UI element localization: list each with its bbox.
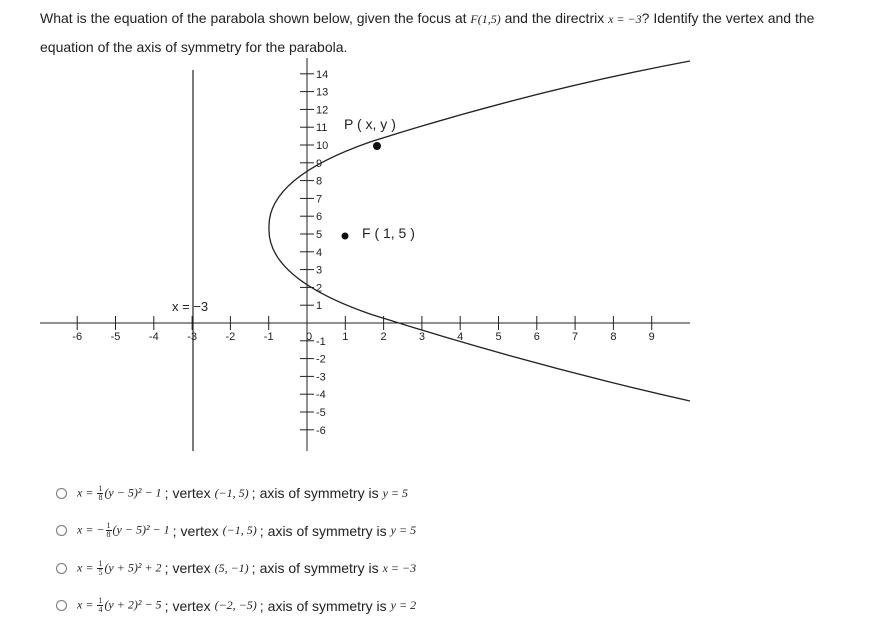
option-d-equation: x = $\frac{1}{4}$ (y + 2)² − 5 [77,596,162,614]
option-d-axis: y = 2 [390,598,417,612]
option-a-vertex: (−1, 5) [214,485,249,500]
option-d-vertex: (−2, −5) [214,598,257,612]
y-tick-label: 10 [316,140,329,152]
point-p [373,142,381,150]
question-part-1: What is the equation of the parabola shown below, given the focus at [40,10,471,26]
point-p-label: P ( x, y ) [344,116,396,132]
option-c-radio[interactable] [56,563,67,574]
x-tick-label: 8 [610,331,617,343]
option-a-radio[interactable] [56,488,67,499]
y-tick-label: -4 [316,389,326,402]
option-b-vertex: (−1, 5) [222,523,257,537]
option-a-axis-label: axis of symmetry is [259,485,379,501]
x-tick-label: 5 [495,331,502,343]
focus-point [342,233,349,240]
y-tick-label: 13 [316,86,329,99]
y-tick-label: 1 [316,300,323,313]
y-tick-label: 14 [316,68,329,81]
y-tick-label: 4 [316,246,323,259]
focus-math: F(1,5) [470,12,501,26]
parabola-graph [0,56,871,456]
option-a-equation: x = $\frac{1}{8}$ (y − 5)² − 1 [77,483,162,502]
parabola-curve [269,61,690,401]
option-b-radio[interactable] [56,525,67,536]
y-axis-ticks [300,69,328,437]
y-tick-label: -3 [316,371,326,384]
x-axis-ticks [72,316,654,343]
option-c-equation: x = $\frac{1}{5}$ (y + 5)² + 2 [77,558,162,577]
option-d-radio[interactable] [56,600,67,611]
y-tick-label: 9 [316,157,323,170]
y-tick-label: 7 [316,193,323,206]
y-tick-label: -5 [316,407,326,419]
x-tick-label: -4 [148,331,159,343]
option-a-vertex-label: vertex [172,485,211,501]
directrix-label: x = −3 [172,299,209,314]
x-tick-label: 2 [380,331,387,343]
option-b-equation: x = − $\frac{1}{8}$ (y − 5)² − 1 [77,521,170,539]
y-tick-label: 2 [316,282,323,295]
option-d[interactable]: x = $\frac{1}{4}$ (y + 2)² − 5 ; vertex (−2, −5) ; axis of symmetry is y = 2 [56,597,419,615]
y-tick-label: -1 [316,335,326,348]
x-tick-label: 7 [572,331,579,343]
y-tick-label: -2 [316,353,326,366]
x-tick-label: -3 [187,331,197,343]
y-tick-label: 3 [316,264,323,277]
x-tick-label: 9 [648,331,655,343]
option-d-vertex-label: vertex [172,597,211,614]
option-b-axis-label: axis of symmetry is [267,522,387,539]
y-tick-label: 6 [316,211,323,224]
option-b-vertex-label: vertex [180,522,219,539]
x-tick-label: -1 [263,331,274,343]
option-c-vertex-label: vertex [172,560,211,576]
y-tick-label: 8 [316,175,323,188]
x-tick-label: 4 [457,331,464,343]
question-text [40,4,850,61]
y-tick-label: 12 [316,104,329,117]
option-a-axis: y = 5 [382,485,409,500]
x-tick-label: -6 [72,331,83,343]
directrix-math: x = −3 [608,12,642,26]
option-c[interactable]: x = $\frac{1}{5}$ (y + 5)² + 2 ; vertex (5, −1) ; axis of symmetry is x = −3 [56,559,419,577]
option-c-axis-label: axis of symmetry is [259,560,379,576]
option-a[interactable]: x = $\frac{1}{8}$ (y − 5)² − 1 ; vertex (−1, 5) ; axis of symmetry is y = 5 [56,484,419,502]
option-b-axis: y = 5 [390,523,417,537]
option-c-axis: x = −3 [382,560,417,575]
y-tick-label: -6 [316,424,326,437]
x-tick-label: 3 [418,331,425,343]
option-d-axis-label: axis of symmetry is [267,597,387,614]
answer-options [56,484,419,634]
y-tick-label: 11 [316,122,328,135]
x-tick-label: -2 [225,331,236,343]
y-tick-label: 5 [316,229,323,241]
focus-label: F ( 1, 5 ) [362,225,415,241]
option-b[interactable]: x = − $\frac{1}{8}$ (y − 5)² − 1 ; vertex (−1, 5) ; axis of symmetry is y = 5 [56,522,419,540]
x-tick-label: 0 [305,331,313,343]
x-tick-label: 1 [342,331,349,343]
question-part-2: and the directrix [500,10,609,26]
option-c-vertex: (5, −1) [214,560,249,575]
question-part-3: ? Identify the vertex and the equation of the axis of symmetry for the parabola. [40,10,815,55]
x-tick-label: -5 [110,331,121,343]
x-tick-label: 6 [533,331,540,343]
